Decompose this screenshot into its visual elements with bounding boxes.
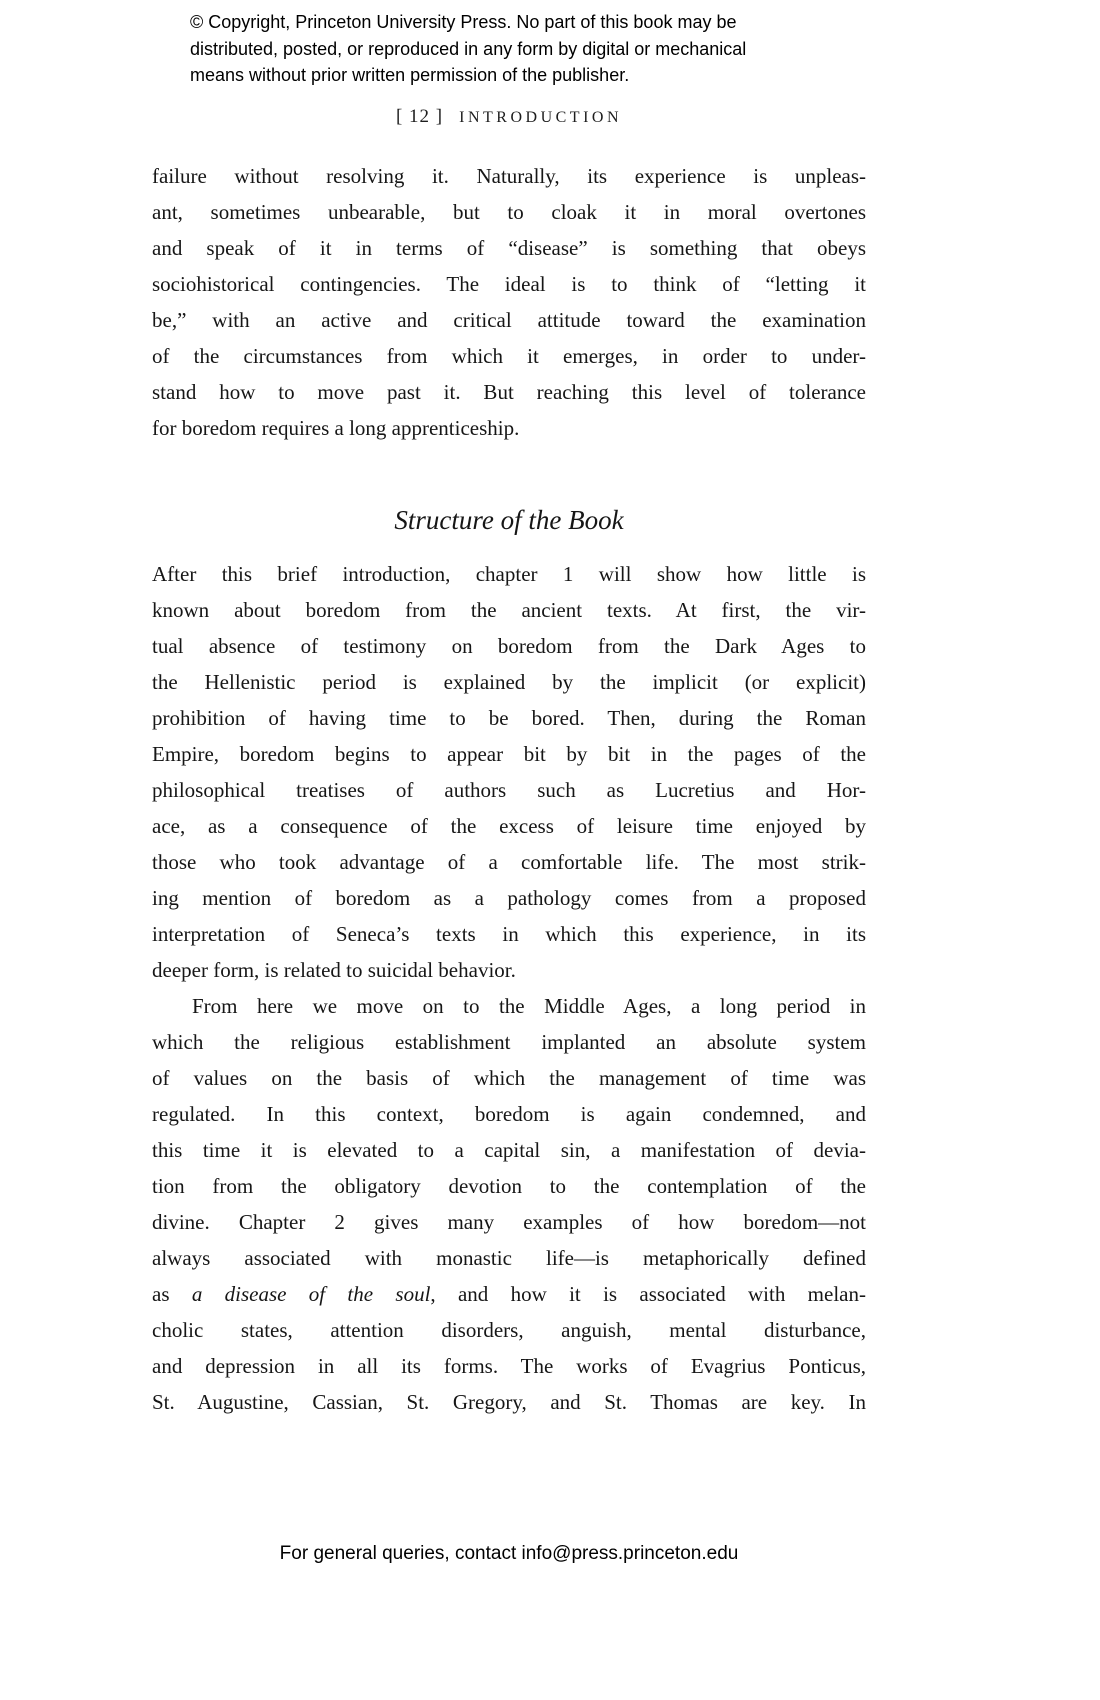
text-line: deeper form, is related to suicidal behavior. <box>152 958 516 982</box>
copyright-notice <box>190 9 746 89</box>
copyright-line: © Copyright, Princeton University Press. No part of this book may be <box>190 12 737 32</box>
copyright-line: means without prior written permission of the publisher. <box>190 65 630 85</box>
page-number: [ 12 ] <box>395 106 444 127</box>
intro-paragraphs <box>152 158 866 446</box>
text-line: prohibition of having time to be bored. Then, during the Roman <box>152 706 866 730</box>
body-paragraph <box>152 988 866 1420</box>
section-paragraphs <box>152 556 866 1420</box>
text-line: After this brief introduction, chapter 1 will show how little is <box>152 562 866 586</box>
text-line: St. Augustine, Cassian, St. Gregory, and St. Thomas are key. In <box>152 1390 866 1414</box>
text-line: those who took advantage of a comfortable life. The most strik- <box>152 850 866 874</box>
text-line: this time it is elevated to a capital sin, a manifestation of devia- <box>152 1138 866 1162</box>
text-line: of values on the basis of which the management of time was <box>152 1066 866 1090</box>
footer-query-note: For general queries, contact info@press.princeton.edu <box>279 1543 739 1564</box>
text-line: failure without resolving it. Naturally, its experience is unpleas- <box>152 164 866 188</box>
section-heading: Structure of the Book <box>394 505 624 535</box>
text-line: the Hellenistic period is explained by the implicit (or explicit) <box>152 670 866 694</box>
text-line: divine. Chapter 2 gives many examples of how boredom—not <box>152 1210 866 1234</box>
text-line: philosophical treatises of authors such as Lucretius and Hor- <box>152 778 866 802</box>
text-line: Empire, boredom begins to appear bit by bit in the pages of the <box>152 742 866 766</box>
text-line: always associated with monastic life—is metaphorically defined <box>152 1246 866 1270</box>
text-line: cholic states, attention disorders, anguish, mental disturbance, <box>152 1318 866 1342</box>
text-line: for boredom requires a long apprenticeship. <box>152 416 520 440</box>
text-line: From here we move on to the Middle Ages, a long period in <box>192 994 866 1018</box>
text-line: stand how to move past it. But reaching this level of tolerance <box>152 380 866 404</box>
text-line: sociohistorical contingencies. The ideal is to think of “letting it <box>152 272 866 296</box>
text-line: which the religious establishment implanted an absolute system <box>152 1030 866 1054</box>
text-line: interpretation of Seneca’s texts in which this experience, in its <box>152 922 866 946</box>
text-line: be,” with an active and critical attitude toward the examination <box>152 308 866 332</box>
text-line: ing mention of boredom as a pathology comes from a proposed <box>152 886 866 910</box>
body-paragraph <box>152 556 866 988</box>
body-paragraph <box>152 158 866 446</box>
text-line: as a disease of the soul, and how it is associated with melan- <box>152 1282 866 1306</box>
running-head-section: INTRODUCTION <box>459 109 623 126</box>
text-line: tion from the obligatory devotion to the contemplation of the <box>152 1174 866 1198</box>
body-text <box>152 158 866 1420</box>
copyright-line: distributed, posted, or reproduced in any form by digital or mechanical <box>190 38 747 59</box>
text-line: and depression in all its forms. The works of Evagrius Ponticus, <box>152 1354 866 1378</box>
text-line: tual absence of testimony on boredom from the Dark Ages to <box>152 634 866 658</box>
text-line: ant, sometimes unbearable, but to cloak it in moral overtones <box>152 200 866 224</box>
text-line: regulated. In this context, boredom is again condemned, and <box>152 1102 866 1126</box>
text-line: of the circumstances from which it emerges, in order to under- <box>152 344 866 368</box>
text-line: ace, as a consequence of the excess of leisure time enjoyed by <box>152 814 866 838</box>
text-line: known about boredom from the ancient texts. At first, the vir- <box>152 598 866 622</box>
text-line: and speak of it in terms of “disease” is something that obeys <box>152 236 866 260</box>
italic-phrase: a disease of the soul <box>191 1282 431 1306</box>
running-head <box>152 106 866 128</box>
